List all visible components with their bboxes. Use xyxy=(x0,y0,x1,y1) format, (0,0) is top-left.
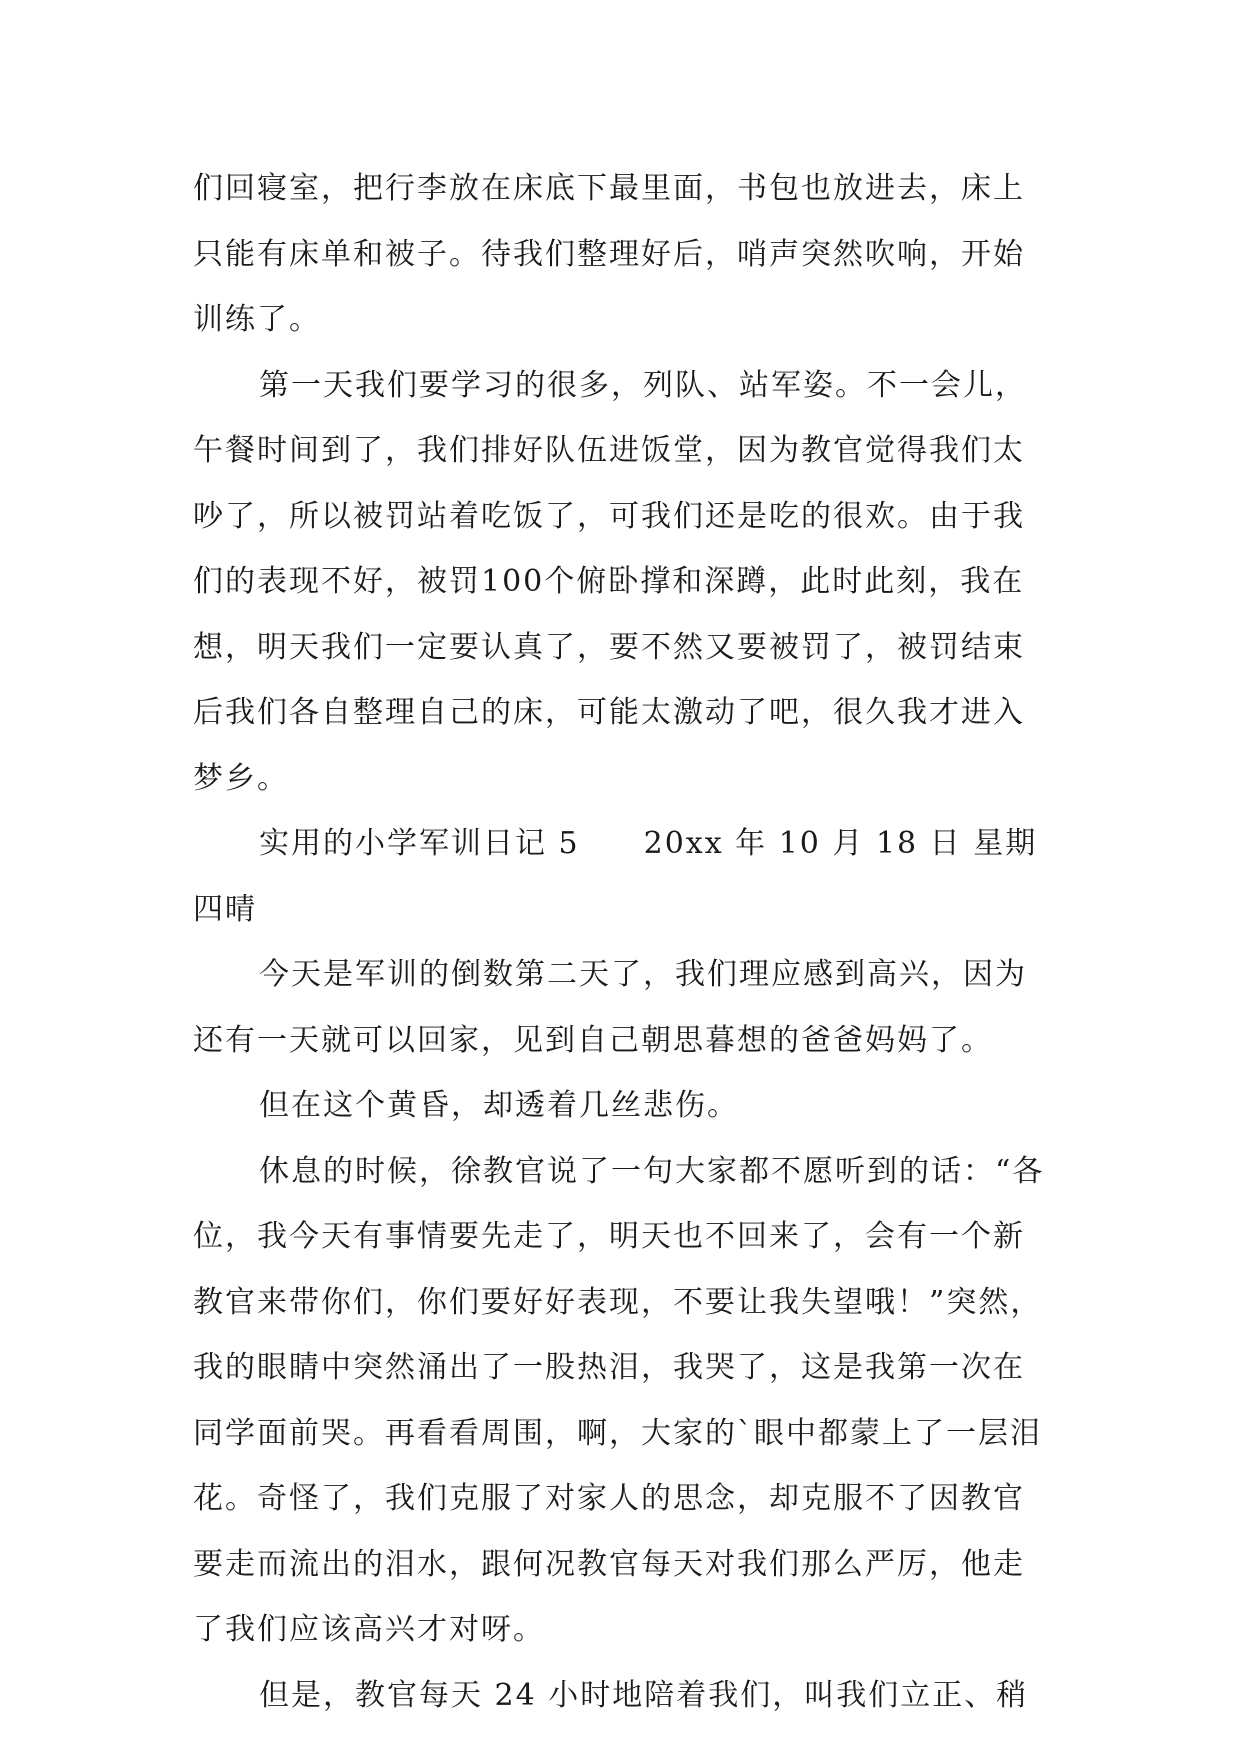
body-text xyxy=(193,156,1053,1728)
paragraph-5: 休息的时候，徐教官说了一句大家都不愿听到的话：“各位，我今天有事情要先走了，明天也不回来了，会有一个新教官来带你们，你们要好好表现，不要让我失望哦！”突然，我的眼睛中突然涌出了一股热泪，我哭了，这是我第一次在同学面前哭。再看看周围，啊，大家的`眼中都蒙上了一层泪花。奇怪了，我们克服了对家人的思念，却克服不了因教官要走而流出的泪水，跟何况教官每天对我们那么严厉，他走了我们应该高兴才对呀。 xyxy=(193,1153,1045,1647)
paragraph-2: 第一天我们要学习的很多，列队、站军姿。不一会儿，午餐时间到了，我们排好队伍进饭堂，因为教官觉得我们太吵了，所以被罚站着吃饭了，可我们还是吃的很欢。由于我们的表现不好，被罚100个俯卧撑和深蹲，此时此刻，我在想，明天我们一定要认真了，要不然又要被罚了，被罚结束后我们各自整理自己的床，可能太激动了吧，很久我才进入梦乡。 xyxy=(193,367,1027,796)
paragraph-4: 但在这个黄昏，却透着几丝悲伤。 xyxy=(259,1088,739,1123)
diary-heading: 实用的小学军训日记 5 20xx 年 10 月 18 日 星期四晴 xyxy=(193,826,1038,927)
paragraph-3: 今天是军训的倒数第二天了，我们理应感到高兴，因为还有一天就可以回家，见到自己朝思暮想的爸爸妈妈了。 xyxy=(193,957,1027,1058)
paragraph-6: 但是，教官每天 24 小时地陪着我们，叫我们立正、稍 xyxy=(259,1677,1029,1713)
paragraph-1: 们回寝室，把行李放在床底下最里面，书包也放进去，床上只能有床单和被子。待我们整理好后，哨声突然吹响，开始训练了。 xyxy=(193,171,1025,337)
